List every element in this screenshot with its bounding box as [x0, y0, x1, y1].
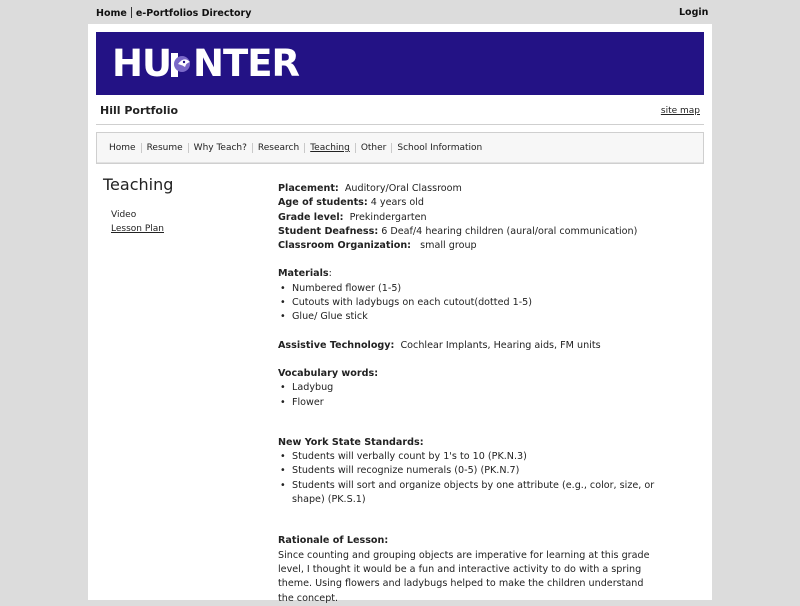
materials-heading: Materials:: [278, 268, 332, 280]
assistive-value: Cochlear Implants, Hearing aids, FM units: [400, 339, 601, 351]
list-item: • Numbered flower (1-5): [278, 282, 658, 296]
placement-value: Auditory/Oral Classroom: [344, 183, 462, 194]
home-link[interactable]: Home: [96, 8, 127, 19]
organization-label: Classroom Organization:: [278, 240, 412, 252]
vocabulary-label: Vocabulary words:: [278, 367, 379, 379]
separator: [131, 7, 132, 18]
nav-item-research[interactable]: Research: [252, 143, 304, 153]
divider: [96, 124, 704, 125]
site-map-link[interactable]: site map: [660, 106, 700, 116]
nav-item-other[interactable]: Other: [355, 143, 392, 153]
list-item: • Ladybug: [278, 381, 658, 395]
login-link[interactable]: Login: [679, 7, 709, 18]
rationale-heading: [278, 534, 658, 548]
page-container: [88, 24, 712, 604]
standards-label: New York State Standards:: [278, 436, 424, 448]
organization-row: [278, 239, 658, 253]
grade-value: Prekindergarten: [349, 211, 427, 223]
rationale-text: Since counting and grouping objects are imperative for learning at this grade level, I thought it would be a fun and interactive activity to do with a spring theme. Using flowers and ladybugs helped to make the children understand the concept.: [278, 549, 650, 604]
list-item: • Students will recognize numerals (0-5) (PK.N.7): [278, 464, 658, 478]
hawk-emblem-icon: [171, 46, 193, 82]
deafness-value: 6 Deaf/4 hearing children (aural/oral communication): [381, 225, 638, 237]
nav-item-home[interactable]: Home: [109, 143, 136, 153]
rationale-label: Rationale of Lesson:: [278, 535, 389, 547]
sidebar-list: [111, 208, 164, 236]
portfolio-title: Hill Portfolio: [100, 104, 179, 117]
vocabulary-list: [278, 381, 658, 410]
age-value: 4 years old: [370, 197, 425, 209]
deafness-label: Student Deafness:: [278, 225, 379, 237]
placement-label: Placement:: [278, 183, 339, 194]
sidebar-item-lesson-plan[interactable]: Lesson Plan: [111, 224, 164, 234]
deafness-row: [278, 225, 658, 239]
grade-label: Grade level:: [278, 211, 344, 223]
materials-list: [278, 282, 658, 325]
organization-value: small group: [420, 240, 477, 252]
list-item: • Glue/ Glue stick: [278, 310, 658, 324]
list-item: • Students will sort and organize objects by one attribute (e.g., color, size, or shape) (PK.S.1): [278, 479, 658, 508]
lesson-content: [278, 182, 658, 606]
logo-text-right: NTER: [193, 42, 299, 85]
placement-row: [278, 182, 658, 196]
logo-text-left: HU: [112, 42, 172, 85]
standards-heading: [278, 436, 658, 450]
list-item: • Students will verbally count by 1's to 10 (PK.N.3): [278, 450, 658, 464]
top-bar: [0, 0, 800, 24]
list-item: • Flower: [278, 396, 658, 410]
sidebar-heading: Teaching: [103, 175, 174, 194]
list-item: • Cutouts with ladybugs on each cutout(dotted 1-5): [278, 296, 658, 310]
assistive-label: Assistive Technology:: [278, 339, 395, 351]
standards-list: [278, 450, 658, 507]
nav-item-resume[interactable]: Resume: [141, 143, 188, 153]
grade-row: [278, 211, 658, 225]
age-label: Age of students:: [278, 197, 368, 209]
top-links: [96, 7, 251, 19]
hunter-banner: [96, 32, 704, 95]
materials-label: Materials: [278, 268, 329, 280]
eportfolios-directory-link[interactable]: e-Portfolios Directory: [135, 8, 252, 19]
nav-item-teaching[interactable]: Teaching: [304, 143, 355, 153]
nav-item-why-teach[interactable]: Why Teach?: [188, 143, 252, 153]
assistive-row: [278, 339, 658, 353]
sidebar-item-video[interactable]: Video: [111, 210, 137, 220]
main-nav: [96, 132, 704, 164]
hunter-logo[interactable]: [112, 42, 299, 85]
age-row: [278, 196, 658, 210]
nav-item-school-information[interactable]: School Information: [391, 143, 487, 153]
vocabulary-heading: [278, 367, 658, 381]
